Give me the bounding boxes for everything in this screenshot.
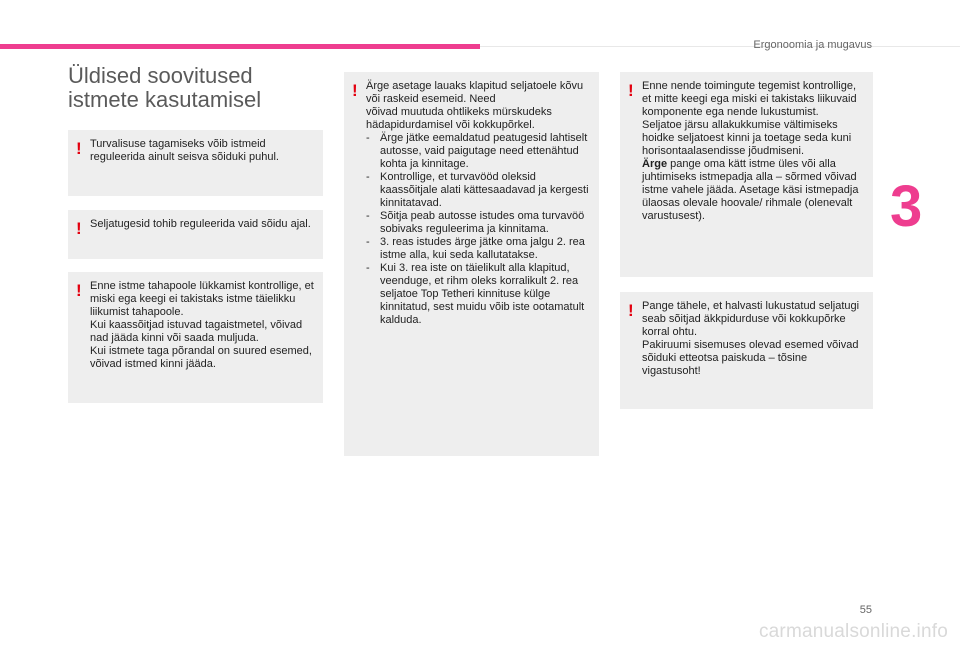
list-item [366,171,591,210]
list-item-text: Sõitja peab autosse istudes oma turvavöö sobivaks reguleerima ja kinnitama. [380,210,585,235]
warning-box-4 [344,72,599,456]
list-item-text: Kontrollige, et turvavööd oleksid kaassõitjale alati kättesaadavad ja kergesti kinnitatavad. [380,171,589,209]
warning-text: Kui kaassõitjad istuvad tagaistmetel, võivad nad jääda kinni või saada muljuda. [90,319,303,344]
warning-icon: ! [76,219,82,238]
warning-icon: ! [76,281,82,300]
warning-box-3 [68,272,323,403]
warning-icon: ! [76,139,82,158]
warning-text-rest: pange oma kätt istme üles või alla juhtimiseks istmepadja alla – sõrmed võivad istme vahele jääda. Asetage käsi istmepadja ülaosas olevale hoovale/ rihmale (olenevalt varustusest). [642,158,859,222]
list-item-text: 3. reas istudes ärge jätke oma jalgu 2. rea istme alla, kui seda kallutatakse. [380,236,585,261]
warning-text: Enne istme tahapoole lükkamist kontrollige, et miski ega keegi ei takistaks istme täielikku liikumist tahapoole. [90,280,314,318]
chapter-number: 3 [890,174,923,239]
warning-box-5 [620,72,873,277]
list-item [366,210,591,236]
warning-text: Seljatoe järsu allakukkumise vältimiseks hoidke seljatoest kinni ja toetage seda kuni horisontaalasendisse jõudmiseni. [642,119,852,157]
list-dash: - [366,171,370,183]
warning-text: Pange tähele, et halvasti lukustatud seljatugi seab sõitjad äkkpidurduse või kokkupõrke korral ohtu. [642,300,860,338]
warning-text: Enne nende toimingute tegemist kontrollige, et mitte keegi ega miski ei takistaks liikuvaid komponente ega nende lukustumist. [642,80,857,118]
warning-text: Kui istmete taga põrandal on suured esemed, võivad istmed kinni jääda. [90,345,312,370]
warning-list [366,132,591,327]
header-accent-bar [0,44,480,49]
warning-box-2 [68,210,323,259]
page-title-line1: Üldised soovitused [68,63,253,88]
page-number: 55 [859,604,872,616]
warning-text: Seljatugesid tohib reguleerida vaid sõidu ajal. [90,218,311,230]
warning-text [642,158,865,223]
list-item-text: Kui 3. rea iste on täielikult alla klapitud, veenduge, et rihm oleks korralikult 2. rea seljatoe Top Tetheri kinnituse külge kinnitatud, sest muidu võib iste ootamatult kalduda. [380,262,585,326]
header-divider [480,46,960,47]
list-dash: - [366,236,370,248]
list-dash: - [366,262,370,274]
page-title-line2: istmete kasutamisel [68,87,262,112]
chapter-title: Ergonoomia ja mugavus [753,39,872,51]
list-item [366,132,591,171]
list-item [366,262,591,327]
warning-text: Turvalisuse tagamiseks võib istmeid reguleerida ainult seisva sõiduki puhul. [90,138,279,163]
warning-text: Ärge asetage lauaks klapitud seljatoele kõvu või raskeid esemeid. Need [366,80,584,105]
warning-icon: ! [628,301,634,320]
warning-text: Pakiruumi sisemuses olevad esemed võivad sõiduki etteotsa paiskuda – tõsine vigastusoht! [642,339,859,377]
watermark: carmanualsonline.info [758,621,948,642]
page-title [68,64,328,112]
warning-text: võivad muutuda ohtlikeks mürskudeks hädapidurdamisel või kokkupõrkel. [366,106,552,131]
list-dash: - [366,210,370,222]
list-dash: - [366,132,370,144]
warning-icon: ! [628,81,634,100]
list-item-text: Ärge jätke eemaldatud peatugesid lahtiselt autosse, vaid paigutage need ettenähtud kohta ja kinnitage. [380,132,588,170]
warning-box-1 [68,130,323,196]
warning-box-6 [620,292,873,409]
warning-emphasis: Ärge [642,158,668,170]
warning-icon: ! [352,81,358,100]
list-item [366,236,591,262]
